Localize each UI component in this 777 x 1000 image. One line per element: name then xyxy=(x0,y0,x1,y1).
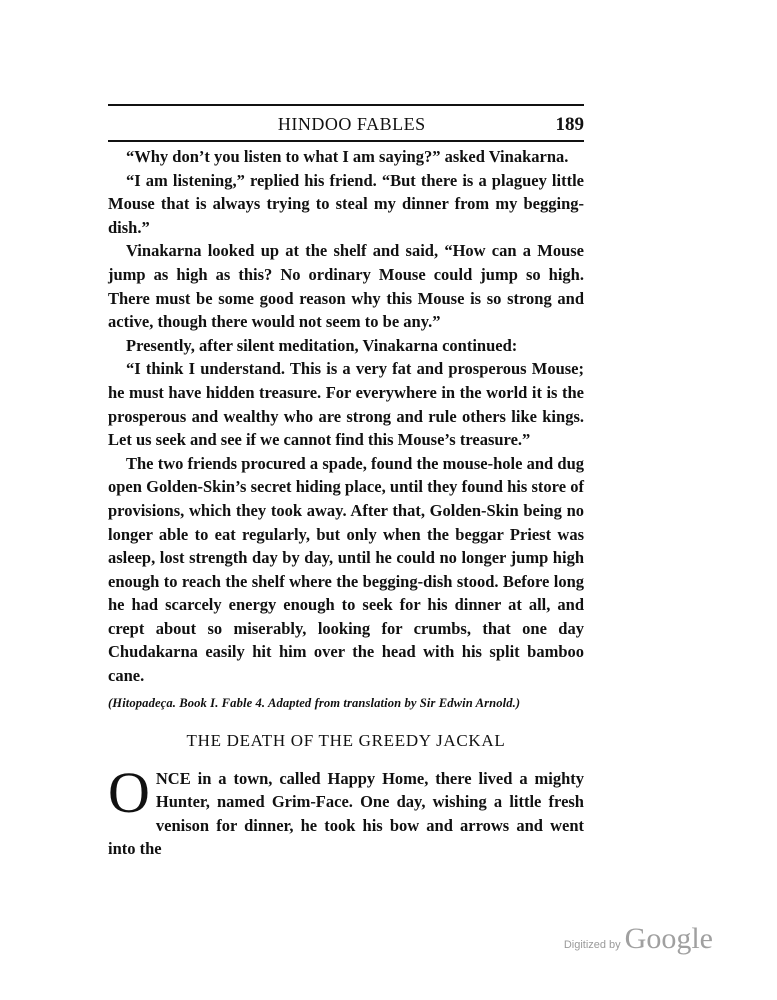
story-text: NCE in a town, called Happy Home, there lived a mighty Hunter, named Grim-Face. One day, wishing a little fresh venison for dinner, he took his bow and arrows and went into the xyxy=(108,768,584,859)
running-head: HINDOO FABLES xyxy=(277,114,426,134)
story-opening xyxy=(108,759,584,861)
google-logo: Google xyxy=(624,922,713,955)
drop-cap: O xyxy=(108,759,150,825)
paragraph: “I think I understand. This is a very fat and prosperous Mouse; he must have hidden treasure. For everywhere in the world it is the prosperous and wealthy who are strong and rule others like kings. Let us seek and see if we cannot find this Mouse’s treasure.” xyxy=(108,359,584,450)
body-text xyxy=(108,145,584,688)
paragraph: The two friends procured a spade, found the mouse-hole and dug open Golden-Skin’s secret hiding place, until they found his store of provisions, which they took away. After that, Golden-Skin being no longer able to eat regularly, but only when the beggar Priest was asleep, lost strength day by day, until he could no longer jump high enough to reach the shelf where the begging-dish stood. Before long he had scarcely energy enough to seek for his dinner at all, and crept about so miserably, looking for crumbs, that one day Chudakarna easily hit him over the head with his split bamboo cane. xyxy=(108,453,584,686)
paragraph: Presently, after silent meditation, Vinakarna continued: xyxy=(126,335,518,355)
page-number: 189 xyxy=(555,114,584,135)
watermark-prefix: Digitized by xyxy=(563,939,621,951)
paragraph: “I am listening,” replied his friend. “But there is a plaguey little Mouse that is always trying to steal my dinner from my begging-dish.” xyxy=(108,170,584,237)
paragraph: “Why don’t you listen to what I am saying?” asked Vinakarna. xyxy=(126,147,569,166)
book-page xyxy=(108,104,584,861)
page-header xyxy=(108,106,584,140)
header-rule-bottom xyxy=(108,140,584,142)
digitized-watermark xyxy=(564,922,713,956)
story-heading: THE DEATH OF THE GREEDY JACKAL xyxy=(186,730,506,750)
paragraph: Vinakarna looked up at the shelf and said, “How can a Mouse jump as high as this? No ordinary Mouse could jump so high. There must be some good reason why this Mouse is so strong and active, though there would not seem to be any.” xyxy=(108,241,584,332)
source-note: (Hitopadeça. Book I. Fable 4. Adapted from translation by Sir Edwin Arnold.) xyxy=(108,695,521,710)
